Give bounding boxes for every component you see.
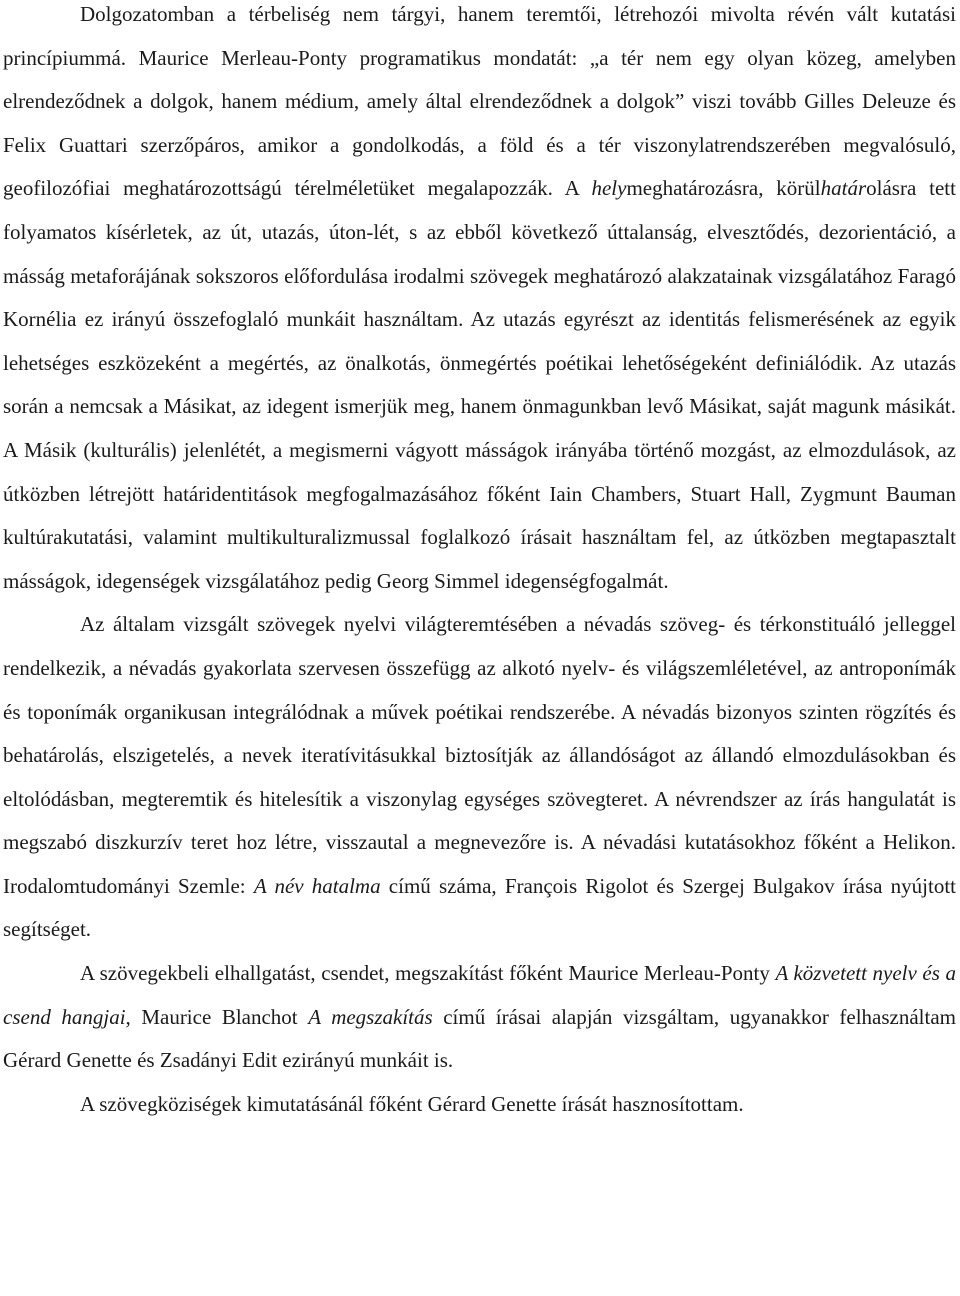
italic-run: A közvetett nyelv és a csend hangjai [3,961,956,1029]
italic-run: hely [591,176,627,201]
italic-run: A megszakítás [308,1004,433,1029]
text-run: meghatározásra, körül [626,176,821,201]
text-run: című száma, François Rigolot és Szergej Bulgakov írása nyújtott segítséget. [3,873,956,942]
paragraph-1 [3,0,956,603]
text-run: című írásai alapján vizsgáltam, ugyanakkor felhasználtam Gérard Genette és Zsadányi Edit ezirányú munkáit is. [3,1004,957,1073]
text-run: Az általam vizsgált szövegek nyelvi világteremtésében a névadás szöveg- és térkonstituáló jelleggel rendelkezik, a névadás gyakorlata szervesen összefügg az alkotó nyelv- és világszemléletével, az antroponímák és toponímák organikusan integrálódnak a művek poétikai rendszerébe. A névadás bizonyos szinten rögzítés és behatárolás, elszigetelés, a nevek iteratívitásukkal biztosítják az állandóságot az állandó elmozdulásokban és eltolódásban, megteremtik és hitelesítik a viszonylag egységes szövegteret. A névrendszer az írás hangulatát is megszabó diszkurzív teret hoz létre, visszautal a megnevezőre is. A névadási kutatásokhoz főként a Helikon. Irodalomtudományi Szemle: [3,612,956,898]
italic-run: határ [820,176,867,201]
text-run: A szövegekbeli elhallgatást, csendet, megszakítást főként Maurice Merleau-Ponty [80,961,776,986]
text-run: Dolgozatomban a térbeliség nem tárgyi, hanem teremtői, létrehozói mivolta révén vált kutatási princípiummá. Maurice Merleau-Ponty programatikus mondatát: „a tér nem egy olyan közeg, amelyben elrendeződnek a dolgok, hanem médium, amely által elrendeződnek a dolgok” viszi tovább Gilles Deleuze és Felix Guattari szerzőpáros, amikor a gondolkodás, a föld és a tér viszonylatrendszerében megvalósuló, geofilozófiai meghatározottságú térelméletüket megalapozzák. A [3,2,956,201]
body-text [3,0,956,1126]
paragraph-3 [3,952,956,1083]
text-run: olásra tett folyamatos kísérletek, az út, utazás, úton-lét, s az ebből következő úttalanság, elvesztődés, dezorientáció, a másság metaforájának sokszoros előfordulása irodalmi szövegek meghatározó alakzatainak vizsgálatához Faragó Kornélia ez irányú összefoglaló munkáit használtam. Az utazás egyrészt az identitás felismerésének az egyik lehetséges eszközeként a megértés, az önalkotás, önmegértés poétikai lehetőségeként definiálódik. Az utazás során a nemcsak a Másikat, az idegent ismerjük meg, hanem önmagunkban levő Másikat, saját magunk másikát. A Másik (kulturális) jelenlétét, a megismerni vágyott másságok irányába történő mozgást, az elmozdulások, az útközben létrejött határidentitások megfogalmazásához főként Iain Chambers, Stuart Hall, Zygmunt Bauman kultúrakutatási, valamint multikulturalizmussal foglalkozó írásait használtam fel, az útközben megtapasztalt másságok, idegenségek vizsgálatához pedig Georg Simmel idegenségfogalmát. [3,176,956,593]
text-run: A szövegköziségek kimutatásánál főként Gérard Genette írását hasznosítottam. [80,1091,744,1116]
paragraph-2 [3,603,956,952]
text-run: , Maurice Blanchot [125,1004,309,1029]
paragraph-4 [3,1083,956,1127]
italic-run: A név hatalma [253,873,381,898]
